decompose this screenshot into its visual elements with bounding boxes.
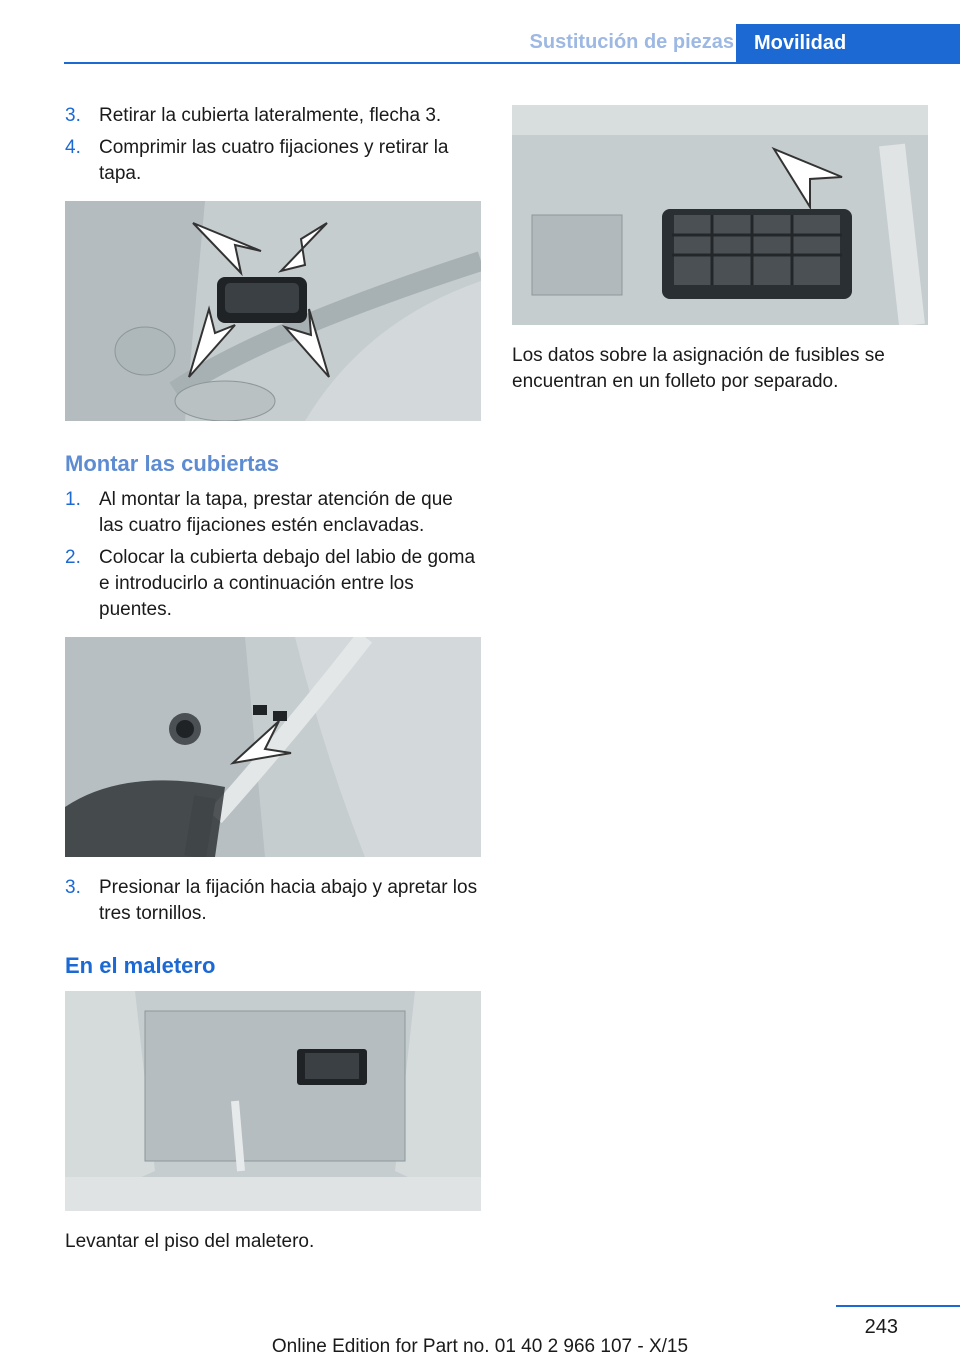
step-number: 1. [65,489,81,510]
step-number: 3. [65,877,81,898]
step-number: 3. [65,105,81,126]
fuse-assignment-note: Los datos sobre la asignación de fusibles se encuentran en un folleto por separado. [512,345,885,392]
step-item [65,875,481,927]
right-column [512,103,928,395]
step-text: Al montar la tapa, prestar atención de que las cuatro fijaciones estén enclavadas. [99,489,453,536]
step-item [65,487,481,539]
step-item [65,135,481,187]
step-text: Colocar la cubierta debajo del labio de goma e introducirlo a continuación entre los puentes. [99,547,476,620]
step-text: Comprimir las cuatro fijaciones y retirar la tapa. [99,137,449,184]
subheading: Montar las cubiertas [65,451,279,476]
page-number: 243 [864,1316,898,1338]
edition-note: Online Edition for Part no. 01 40 2 966 107 - X/15 [271,1336,689,1357]
figure-cover-removal [65,201,481,421]
trunk-illustration [65,991,481,1211]
cover-mounting-illustration [65,637,481,857]
section-heading: En el maletero [65,953,216,978]
page-header [64,24,960,64]
chapter-tab: Movilidad [736,24,960,62]
section-title: Sustitución de piezas [529,31,734,53]
step-number: 2. [65,547,81,568]
step-item [65,103,481,129]
step-text: Retirar la cubierta lateralmente, flecha 3. [99,105,442,126]
cover-removal-illustration [65,201,481,421]
figure-fuse-box [512,105,928,325]
fuse-box-illustration [512,105,928,325]
step-item [65,545,481,623]
footer-rule [836,1305,960,1307]
step-number: 4. [65,137,81,158]
step-text: Presionar la fijación hacia abajo y apretar los tres tornillos. [99,877,478,924]
figure-cover-mounting [65,637,481,857]
trunk-instruction: Levantar el piso del maletero. [65,1231,315,1252]
figure-trunk [65,991,481,1211]
left-column [65,103,481,1255]
